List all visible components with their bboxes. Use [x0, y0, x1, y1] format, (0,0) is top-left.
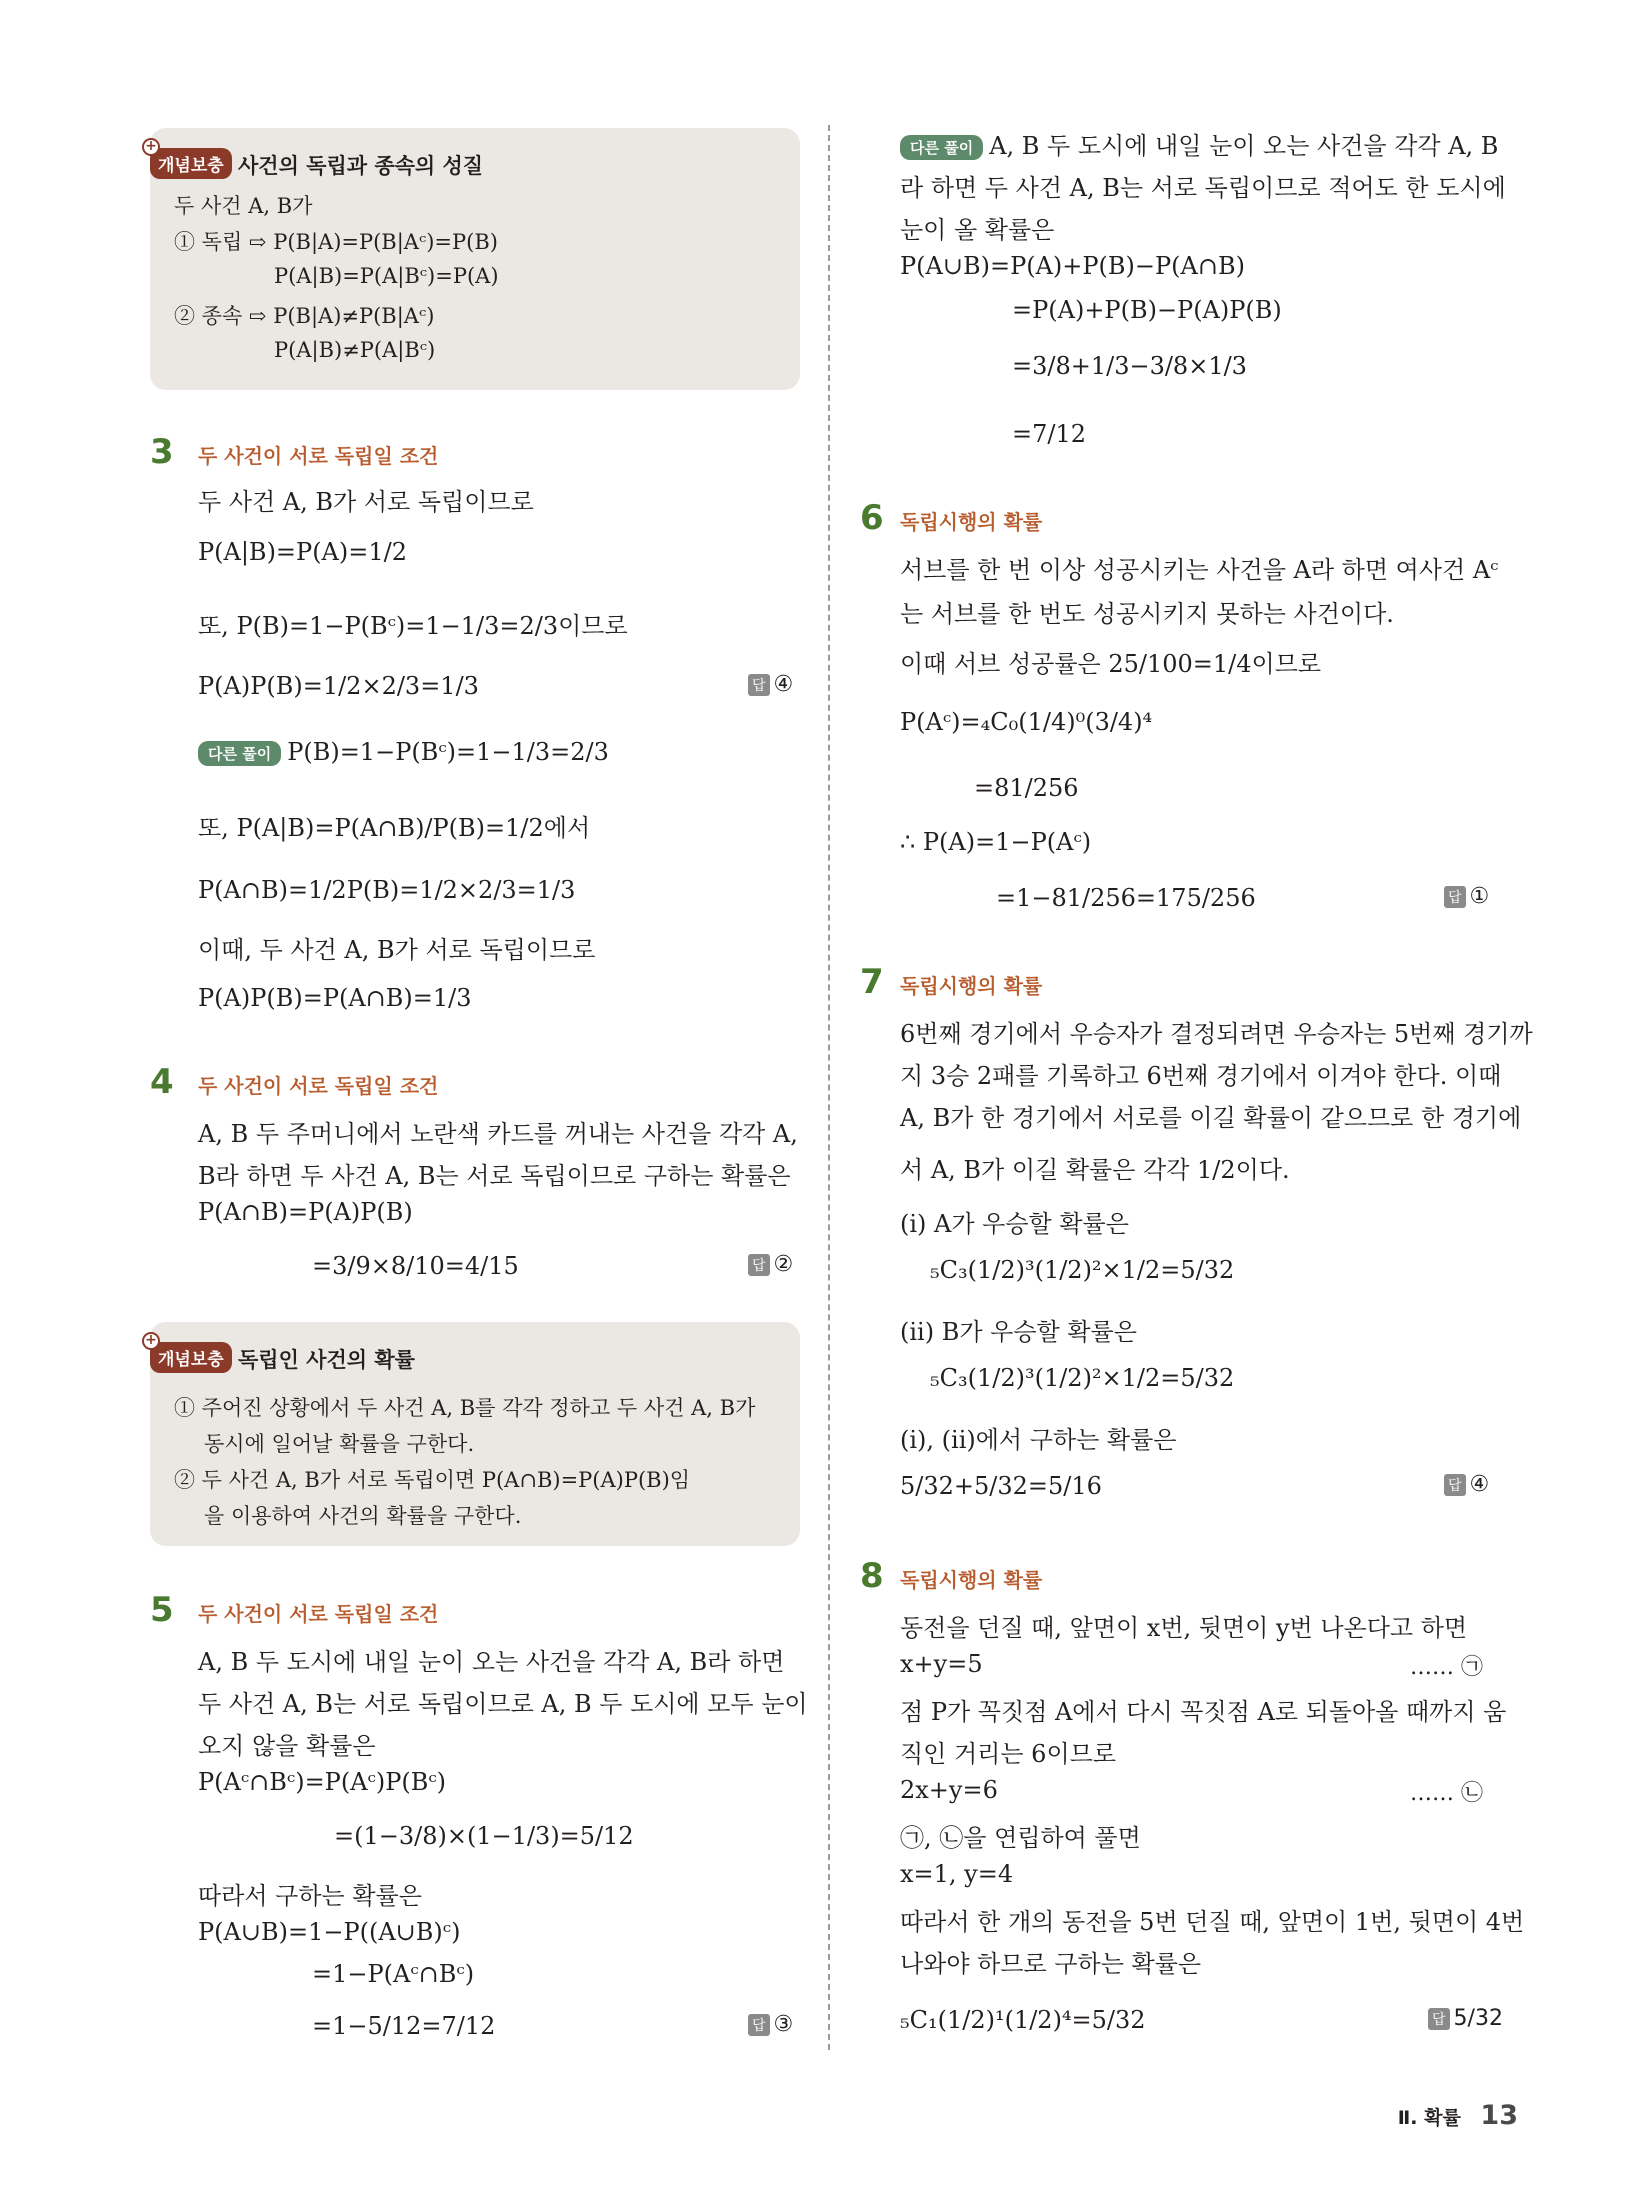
- concept-box-probability: [145, 1322, 800, 1546]
- solution-line: (i) A가 우승할 확률은: [900, 1210, 1129, 1238]
- solution-line: 또, P(A|B)=P(A∩B)/P(B)=1/2에서: [198, 814, 591, 842]
- alt-solution-line: [900, 126, 1498, 161]
- question-number: 3: [150, 432, 174, 472]
- solution-line: =1−5/12=7/12: [312, 2012, 496, 2040]
- solution-line: P(A∩B)=P(A)P(B): [198, 1198, 413, 1226]
- solution-line: =7/12: [1012, 420, 1087, 448]
- page-footer: [1398, 2100, 1518, 2131]
- answer-tag: 답: [1428, 2008, 1450, 2030]
- solution-line: 눈이 올 확률은: [900, 216, 1055, 244]
- solution-line: =81/256: [974, 774, 1079, 802]
- question-number: 7: [860, 962, 884, 1002]
- solution-line: 점 P가 꼭짓점 A에서 다시 꼭짓점 A로 되돌아올 때까지 움: [900, 1698, 1507, 1726]
- box-line: ② 두 사건 A, B가 서로 독립이면 P(A∩B)=P(A)P(B)임: [174, 1468, 691, 1492]
- solution-line: =1−81/256=175/256: [996, 884, 1256, 912]
- answer-value: ②: [773, 1252, 794, 1277]
- alt-solution-text: A, B 두 도시에 내일 눈이 오는 사건을 각각 A, B: [989, 132, 1499, 160]
- solution-line: A, B 두 주머니에서 노란색 카드를 꺼내는 사건을 각각 A,: [198, 1120, 798, 1148]
- alt-solution-line: [198, 738, 609, 766]
- answer-value: ①: [1469, 884, 1490, 909]
- answer-value: 5/32: [1453, 2006, 1503, 2031]
- alt-solution-badge: 다른 풀이: [900, 135, 983, 160]
- solution-line: P(A∪B)=P(A)+P(B)−P(A∩B): [900, 252, 1245, 280]
- concept-badge: [145, 1332, 232, 1373]
- solution-line: P(Aᶜ∩Bᶜ)=P(Aᶜ)P(Bᶜ): [198, 1768, 447, 1796]
- question-title: 독립시행의 확률: [900, 1568, 1043, 1592]
- box-line: ① 독립 ⇨ P(B|A)=P(B|Aᶜ)=P(B): [174, 230, 498, 254]
- solution-line: 는 서브를 한 번도 성공시키지 못하는 사건이다.: [900, 600, 1394, 628]
- solution-line: 두 사건 A, B가 서로 독립이므로: [198, 488, 534, 516]
- answer-tag: 답: [748, 2014, 770, 2036]
- solution-line: 두 사건 A, B는 서로 독립이므로 A, B 두 도시에 모두 눈이: [198, 1690, 808, 1718]
- solution-line: P(A∩B)=1/2P(B)=1/2×2/3=1/3: [198, 876, 576, 904]
- solution-line: 또, P(B)=1−P(Bᶜ)=1−1/3=2/3이므로: [198, 612, 628, 640]
- box-line: 동시에 일어날 확률을 구한다.: [204, 1432, 475, 1456]
- solution-line: A, B가 한 경기에서 서로를 이길 확률이 같으므로 한 경기에: [900, 1104, 1522, 1132]
- solution-line: 따라서 한 개의 동전을 5번 던질 때, 앞면이 1번, 뒷면이 4번: [900, 1908, 1525, 1936]
- solution-line: P(A)P(B)=1/2×2/3=1/3: [198, 672, 479, 700]
- solution-line: 따라서 구하는 확률은: [198, 1882, 422, 1910]
- solution-line: 동전을 던질 때, 앞면이 x번, 뒷면이 y번 나온다고 하면: [900, 1614, 1468, 1642]
- solution-line: 지 3승 2패를 기록하고 6번째 경기에서 이겨야 한다. 이때: [900, 1062, 1502, 1090]
- solution-line: B라 하면 두 사건 A, B는 서로 독립이므로 구하는 확률은: [198, 1162, 791, 1190]
- solution-line: 라 하면 두 사건 A, B는 서로 독립이므로 적어도 한 도시에: [900, 174, 1506, 202]
- question-title: 두 사건이 서로 독립일 조건: [198, 1074, 439, 1098]
- solution-line: ∴ P(A)=1−P(Aᶜ): [900, 828, 1092, 856]
- solution-line: x=1, y=4: [900, 1860, 1014, 1888]
- solution-line: 서 A, B가 이길 확률은 각각 1/2이다.: [900, 1156, 1290, 1184]
- answer: [748, 672, 793, 697]
- question-number: 8: [860, 1556, 884, 1596]
- badge-label: 개념보충: [158, 156, 224, 176]
- solution-line: =1−P(Aᶜ∩Bᶜ): [312, 1960, 475, 1988]
- page-number: 13: [1480, 2100, 1518, 2131]
- solution-line: 2x+y=6: [900, 1776, 998, 1804]
- answer: [1444, 884, 1489, 909]
- box-line: P(A|B)=P(A|Bᶜ)=P(A): [274, 264, 499, 288]
- column-divider: [828, 125, 830, 2050]
- answer: [1444, 1472, 1489, 1497]
- solution-line: 나와야 하므로 구하는 확률은: [900, 1950, 1202, 1978]
- badge-label: 개념보충: [158, 1350, 224, 1370]
- answer-value: ③: [773, 2012, 794, 2037]
- solution-line: 이때 서브 성공률은 25/100=1/4이므로: [900, 650, 1322, 678]
- box-line: 두 사건 A, B가: [174, 194, 313, 218]
- solution-line: =3/8+1/3−3/8×1/3: [1012, 352, 1247, 380]
- answer-tag: 답: [1444, 886, 1466, 908]
- solution-line: (i), (ii)에서 구하는 확률은: [900, 1426, 1177, 1454]
- solution-line: ₅C₁(1/2)¹(1/2)⁴=5/32: [900, 2006, 1146, 2034]
- solution-line: P(A)P(B)=P(A∩B)=1/3: [198, 984, 472, 1012]
- answer: [748, 2012, 793, 2037]
- equation-mark: …… ㉡: [1410, 1781, 1483, 1806]
- solution-line: ㉠, ㉡을 연립하여 풀면: [900, 1824, 1141, 1852]
- plus-icon: +: [142, 138, 160, 156]
- solution-line: P(Aᶜ)=₄C₀(1/4)⁰(3/4)⁴: [900, 708, 1153, 736]
- solution-line: A, B 두 도시에 내일 눈이 오는 사건을 각각 A, B라 하면: [198, 1648, 785, 1676]
- concept-box-independence: [145, 128, 800, 390]
- solution-line: 서브를 한 번 이상 성공시키는 사건을 A라 하면 여사건 Aᶜ: [900, 556, 1499, 584]
- equation-mark: …… ㉠: [1410, 1655, 1483, 1680]
- alt-solution-text: P(B)=1−P(Bᶜ)=1−1/3=2/3: [287, 738, 609, 766]
- box-line: ② 종속 ⇨ P(B|A)≠P(B|Aᶜ): [174, 304, 435, 328]
- solution-line: 오지 않을 확률은: [198, 1732, 376, 1760]
- answer-tag: 답: [1444, 1474, 1466, 1496]
- solution-line: =(1−3/8)×(1−1/3)=5/12: [334, 1822, 634, 1850]
- solution-line: 6번째 경기에서 우승자가 결정되려면 우승자는 5번째 경기까: [900, 1020, 1533, 1048]
- solution-line: =P(A)+P(B)−P(A)P(B): [1012, 296, 1282, 324]
- answer: [748, 1252, 793, 1277]
- section-label: Ⅱ. 확률: [1397, 2107, 1461, 2129]
- question-number: 4: [150, 1062, 174, 1102]
- question-title: 두 사건이 서로 독립일 조건: [198, 444, 439, 468]
- answer: [1428, 2006, 1503, 2031]
- box-title: 사건의 독립과 종속의 성질: [238, 154, 484, 178]
- solution-line: (ii) B가 우승할 확률은: [900, 1318, 1137, 1346]
- solution-line: 이때, 두 사건 A, B가 서로 독립이므로: [198, 936, 596, 964]
- box-line: ① 주어진 상황에서 두 사건 A, B를 각각 정하고 두 사건 A, B가: [174, 1396, 756, 1420]
- solution-line: =3/9×8/10=4/15: [312, 1252, 519, 1280]
- solution-line: P(A|B)=P(A)=1/2: [198, 538, 407, 566]
- concept-badge: [145, 138, 232, 179]
- solution-line: 5/32+5/32=5/16: [900, 1472, 1102, 1500]
- solution-line: x+y=5: [900, 1650, 983, 1678]
- box-line: P(A|B)≠P(A|Bᶜ): [274, 338, 436, 362]
- answer-value: ④: [1469, 1472, 1490, 1497]
- alt-solution-badge: 다른 풀이: [198, 741, 281, 766]
- question-number: 6: [860, 498, 884, 538]
- box-title: 독립인 사건의 확률: [238, 1348, 415, 1372]
- box-line: 을 이용하여 사건의 확률을 구한다.: [204, 1504, 522, 1528]
- question-title: 독립시행의 확률: [900, 510, 1043, 534]
- question-title: 독립시행의 확률: [900, 974, 1043, 998]
- question-number: 5: [150, 1590, 174, 1630]
- answer-tag: 답: [748, 674, 770, 696]
- solution-line: ₅C₃(1/2)³(1/2)²×1/2=5/32: [930, 1364, 1235, 1392]
- solution-line: ₅C₃(1/2)³(1/2)²×1/2=5/32: [930, 1256, 1235, 1284]
- answer-tag: 답: [748, 1254, 770, 1276]
- solution-line: P(A∪B)=1−P((A∪B)ᶜ): [198, 1918, 461, 1946]
- solution-line: 직인 거리는 6이므로: [900, 1740, 1116, 1768]
- answer-value: ④: [773, 672, 794, 697]
- question-title: 두 사건이 서로 독립일 조건: [198, 1602, 439, 1626]
- plus-icon: +: [142, 1332, 160, 1350]
